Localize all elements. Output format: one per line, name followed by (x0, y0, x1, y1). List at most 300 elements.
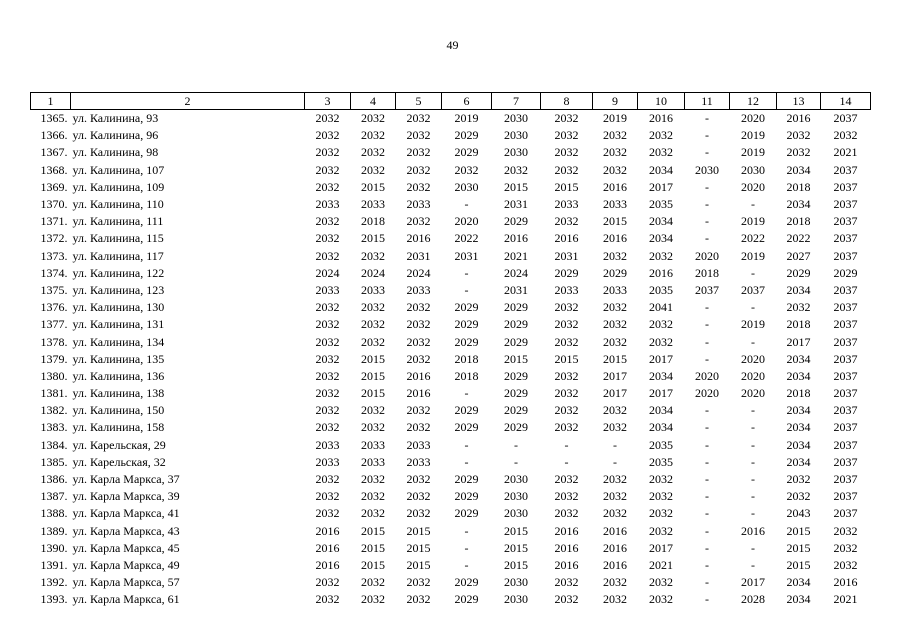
year-cell: 2041 (649, 300, 673, 315)
year-cell: 2030 (504, 145, 528, 160)
year-cell: 2037 (695, 282, 719, 297)
year-cell: - (751, 265, 755, 280)
year-cell: 2020 (695, 368, 719, 383)
year-cell: 2034 (649, 420, 673, 435)
year-cell: 2032 (406, 403, 431, 418)
year-cell: 2032 (361, 111, 385, 126)
year-cell: 2032 (406, 351, 431, 366)
year-cell: 2043 (786, 506, 811, 521)
year-cell: - (705, 403, 709, 418)
row-number: 1391. (40, 557, 68, 572)
address-cell: ул. Калинина, 115 (72, 231, 164, 246)
column-header-6: 6 (442, 93, 492, 110)
year-cell: 2016 (603, 179, 627, 194)
year-cell: 2033 (406, 454, 431, 469)
year-cell: 2034 (786, 368, 811, 383)
year-cell: 2032 (554, 420, 579, 435)
year-cell: 2032 (315, 128, 340, 143)
year-cell: 2037 (833, 179, 858, 194)
year-cell: - (705, 420, 709, 435)
year-cell: - (751, 557, 755, 572)
year-cell: 2032 (406, 179, 431, 194)
year-cell: 2015 (406, 540, 431, 555)
year-cell: - (705, 523, 709, 538)
year-cell: 2016 (786, 111, 811, 126)
year-cell: - (751, 489, 755, 504)
year-cell: 2015 (406, 557, 431, 572)
year-cell: 2015 (554, 179, 579, 194)
year-cell: - (705, 214, 709, 229)
address-cell: ул. Калинина, 158 (72, 420, 165, 435)
year-cell: 2032 (361, 128, 385, 143)
year-cell: 2015 (504, 351, 528, 366)
column-header-2: 2 (71, 93, 305, 110)
year-cell: 2015 (361, 540, 385, 555)
row-number: 1372. (40, 231, 68, 246)
address-cell: ул. Карельская, 32 (72, 454, 166, 469)
year-cell: 2020 (741, 351, 765, 366)
year-cell: 2019 (741, 145, 765, 160)
year-cell: 2018 (786, 386, 811, 401)
year-cell: 2035 (649, 282, 673, 297)
year-cell: 2034 (786, 437, 811, 452)
year-cell: 2016 (406, 386, 431, 401)
year-cell: 2017 (603, 386, 627, 401)
year-cell: 2020 (741, 179, 765, 194)
year-cell: 2015 (361, 351, 385, 366)
year-cell: 2033 (361, 282, 385, 297)
year-cell: 2034 (649, 368, 673, 383)
year-cell: - (705, 540, 709, 555)
address-cell: ул. Калинина, 98 (72, 145, 159, 160)
year-cell: 2032 (603, 592, 627, 607)
year-cell: 2019 (741, 214, 765, 229)
year-cell: 2032 (603, 128, 627, 143)
year-cell: 2032 (361, 420, 385, 435)
year-cell: 2021 (833, 592, 858, 607)
year-cell: 2019 (603, 111, 627, 126)
row-number: 1385. (40, 454, 68, 469)
year-cell: 2032 (361, 489, 385, 504)
header-row (31, 93, 871, 110)
year-cell: 2032 (315, 111, 340, 126)
year-cell: 2018 (695, 265, 719, 280)
table-header (31, 93, 871, 110)
table-body (31, 110, 871, 609)
column-header-12: 12 (730, 93, 777, 110)
row-number: 1373. (40, 248, 68, 263)
table-row (31, 437, 871, 454)
table-row (31, 523, 871, 540)
year-cell: 2018 (786, 214, 811, 229)
year-cell: 2032 (315, 420, 340, 435)
table-row (31, 248, 871, 265)
year-cell: 2032 (833, 128, 858, 143)
year-cell: 2033 (315, 437, 340, 452)
year-cell: 2032 (406, 128, 431, 143)
table-row (31, 230, 871, 247)
year-cell: 2031 (504, 282, 528, 297)
year-cell: 2037 (833, 489, 858, 504)
year-cell: 2037 (833, 282, 858, 297)
year-cell: 2031 (554, 248, 579, 263)
year-cell: 2031 (406, 248, 431, 263)
year-cell: - (751, 540, 755, 555)
year-cell: 2037 (833, 231, 858, 246)
year-cell: 2030 (504, 128, 528, 143)
year-cell: 2037 (833, 454, 858, 469)
row-number: 1392. (40, 575, 68, 590)
year-cell: 2033 (361, 197, 385, 212)
year-cell: 2016 (554, 231, 579, 246)
address-cell: ул. Калинина, 109 (72, 179, 165, 194)
year-cell: - (705, 334, 709, 349)
year-cell: 2029 (833, 265, 858, 280)
row-number: 1368. (40, 162, 68, 177)
year-cell: 2030 (504, 489, 528, 504)
year-cell: 2015 (504, 523, 528, 538)
year-cell: 2032 (603, 300, 627, 315)
year-cell: 2032 (554, 592, 579, 607)
year-cell: - (564, 454, 569, 469)
row-number: 1378. (40, 334, 68, 349)
column-header-5: 5 (396, 93, 442, 110)
year-cell: 2034 (786, 575, 811, 590)
year-cell: - (705, 111, 709, 126)
address-cell: ул. Калинина, 135 (72, 351, 165, 366)
year-cell: 2029 (504, 300, 528, 315)
year-cell: - (464, 454, 469, 469)
address-cell: ул. Калинина, 107 (72, 162, 165, 177)
year-cell: 2032 (649, 317, 673, 332)
table-row (31, 127, 871, 144)
year-cell: - (564, 437, 569, 452)
year-cell: 2032 (315, 179, 340, 194)
year-cell: - (464, 265, 469, 280)
year-cell: - (751, 197, 755, 212)
year-cell: 2015 (603, 214, 627, 229)
year-cell: 2032 (315, 506, 340, 521)
year-cell: 2032 (603, 145, 627, 160)
year-cell: 2032 (554, 386, 579, 401)
table-row (31, 316, 871, 333)
year-cell: 2016 (406, 368, 431, 383)
year-cell: 2037 (833, 162, 858, 177)
year-cell: 2033 (361, 437, 385, 452)
year-cell: 2020 (741, 386, 765, 401)
year-cell: 2017 (786, 334, 811, 349)
year-cell: 2032 (361, 145, 385, 160)
year-cell: 2032 (315, 334, 340, 349)
address-cell: ул. Калинина, 93 (72, 111, 159, 126)
year-cell: 2018 (454, 351, 479, 366)
year-cell: 2032 (315, 248, 340, 263)
year-cell: 2032 (361, 403, 385, 418)
year-cell: - (705, 489, 709, 504)
year-cell: - (464, 437, 469, 452)
year-cell: 2029 (454, 472, 479, 487)
year-cell: 2034 (649, 214, 673, 229)
year-cell: 2032 (315, 145, 340, 160)
year-cell: 2032 (603, 162, 627, 177)
year-cell: - (705, 197, 709, 212)
address-cell: ул. Карла Маркса, 43 (72, 523, 180, 538)
year-cell: 2032 (361, 575, 385, 590)
address-cell: ул. Калинина, 130 (72, 300, 165, 315)
year-cell: 2032 (315, 386, 340, 401)
year-cell: 2033 (603, 282, 627, 297)
year-cell: 2032 (649, 334, 673, 349)
year-cell: 2032 (406, 506, 431, 521)
year-cell: 2029 (454, 592, 479, 607)
year-cell: 2033 (315, 197, 340, 212)
row-number: 1386. (40, 472, 68, 487)
year-cell: 2016 (603, 557, 627, 572)
year-cell: 2032 (603, 403, 627, 418)
page-number: 49 (446, 38, 459, 52)
address-cell: ул. Карельская, 29 (72, 437, 166, 452)
year-cell: 2029 (554, 265, 579, 280)
address-cell: ул. Калинина, 110 (72, 197, 164, 212)
year-cell: 2015 (786, 557, 811, 572)
year-cell: - (705, 454, 709, 469)
year-cell: 2032 (649, 506, 673, 521)
year-cell: 2033 (406, 197, 431, 212)
year-cell: 2024 (361, 265, 385, 280)
row-number: 1384. (40, 437, 68, 452)
year-cell: 2033 (406, 282, 431, 297)
table-row (31, 351, 871, 368)
table-row (31, 419, 871, 436)
column-header-13: 13 (777, 93, 821, 110)
year-cell: - (464, 282, 469, 297)
year-cell: 2019 (741, 317, 765, 332)
year-cell: 2015 (361, 523, 385, 538)
row-number: 1370. (40, 197, 68, 212)
table-row (31, 213, 871, 230)
year-cell: - (751, 334, 755, 349)
table-row (31, 144, 871, 161)
year-cell: 2032 (554, 506, 579, 521)
year-cell: 2032 (833, 557, 858, 572)
year-cell: 2032 (603, 489, 627, 504)
address-cell: ул. Калинина, 117 (72, 248, 164, 263)
row-number: 1381. (40, 386, 68, 401)
year-cell: 2017 (741, 575, 765, 590)
year-cell: 2032 (554, 128, 579, 143)
year-cell: 2032 (649, 472, 673, 487)
year-cell: 2022 (454, 231, 479, 246)
year-cell: 2037 (833, 386, 858, 401)
year-cell: 2016 (554, 540, 579, 555)
year-cell: 2016 (649, 111, 673, 126)
year-cell: 2032 (315, 351, 340, 366)
address-cell: ул. Калинина, 150 (72, 403, 165, 418)
year-cell: 2016 (603, 523, 627, 538)
year-cell: 2020 (454, 214, 479, 229)
year-cell: 2035 (649, 454, 673, 469)
year-cell: 2032 (603, 420, 627, 435)
year-cell: 2032 (315, 300, 340, 315)
year-cell: 2019 (741, 128, 765, 143)
year-cell: 2024 (504, 265, 528, 280)
year-cell: - (751, 403, 755, 418)
year-cell: 2021 (649, 557, 673, 572)
year-cell: 2015 (786, 523, 811, 538)
year-cell: - (751, 454, 755, 469)
year-cell: 2032 (315, 403, 340, 418)
year-cell: 2032 (454, 162, 479, 177)
year-cell: 2032 (554, 403, 579, 418)
year-cell: - (705, 179, 709, 194)
row-number: 1369. (40, 179, 68, 194)
year-cell: 2032 (361, 472, 385, 487)
year-cell: 2037 (833, 317, 858, 332)
year-cell: 2032 (361, 300, 385, 315)
year-cell: - (464, 523, 469, 538)
year-cell: 2016 (315, 523, 340, 538)
year-cell: 2032 (786, 489, 811, 504)
year-cell: 2029 (504, 317, 528, 332)
year-cell: - (464, 557, 469, 572)
year-cell: 2016 (554, 557, 579, 572)
year-cell: 2029 (454, 145, 479, 160)
year-cell: - (705, 300, 709, 315)
row-number: 1383. (40, 420, 68, 435)
column-header-7: 7 (492, 93, 541, 110)
year-cell: 2032 (603, 575, 627, 590)
year-cell: 2032 (361, 162, 385, 177)
year-cell: 2037 (833, 197, 858, 212)
year-cell: 2032 (406, 334, 431, 349)
column-header-11: 11 (685, 93, 730, 110)
address-cell: ул. Калинина, 136 (72, 368, 165, 383)
year-cell: 2029 (504, 368, 528, 383)
year-cell: 2029 (454, 317, 479, 332)
year-cell: - (751, 472, 755, 487)
year-cell: 2029 (786, 265, 811, 280)
column-header-14: 14 (821, 93, 871, 110)
year-cell: 2032 (406, 420, 431, 435)
year-cell: 2034 (786, 454, 811, 469)
year-cell: 2032 (603, 248, 627, 263)
year-cell: - (464, 386, 469, 401)
row-number: 1388. (40, 506, 68, 521)
year-cell: 2033 (554, 282, 579, 297)
year-cell: 2016 (741, 523, 765, 538)
year-cell: 2020 (741, 368, 765, 383)
column-header-1: 1 (31, 93, 71, 110)
year-cell: 2018 (361, 214, 385, 229)
year-cell: 2032 (554, 334, 579, 349)
address-cell: ул. Карла Маркса, 41 (72, 506, 180, 521)
year-cell: - (705, 145, 709, 160)
year-cell: 2016 (315, 540, 340, 555)
year-cell: 2032 (833, 523, 858, 538)
year-cell: 2032 (554, 111, 579, 126)
year-cell: 2032 (406, 575, 431, 590)
year-cell: 2029 (504, 214, 528, 229)
year-cell: - (613, 454, 617, 469)
year-cell: 2032 (315, 575, 340, 590)
year-cell: - (464, 197, 469, 212)
year-cell: 2032 (554, 489, 579, 504)
year-cell: 2022 (741, 231, 765, 246)
year-cell: - (751, 506, 755, 521)
year-cell: 2031 (504, 197, 528, 212)
table-row (31, 179, 871, 196)
year-cell: 2032 (406, 214, 431, 229)
year-cell: 2029 (454, 420, 479, 435)
year-cell: 2033 (361, 454, 385, 469)
table-row (31, 591, 871, 608)
year-cell: - (751, 300, 755, 315)
year-cell: 2030 (741, 162, 765, 177)
year-cell: 2028 (741, 592, 765, 607)
column-header-8: 8 (541, 93, 593, 110)
year-cell: 2029 (454, 334, 479, 349)
year-cell: - (514, 437, 518, 452)
year-cell: 2032 (504, 162, 528, 177)
year-cell: 2024 (406, 265, 431, 280)
address-cell: ул. Калинина, 131 (72, 317, 165, 332)
year-cell: 2032 (649, 128, 673, 143)
year-cell: 2032 (649, 248, 673, 263)
year-cell: 2037 (833, 111, 858, 126)
year-cell: - (751, 437, 755, 452)
year-cell: 2032 (406, 472, 431, 487)
year-cell: - (705, 317, 709, 332)
year-cell: - (705, 437, 709, 452)
year-cell: 2016 (603, 540, 627, 555)
year-cell: - (705, 575, 709, 590)
address-cell: ул. Карла Маркса, 61 (72, 592, 180, 607)
year-cell: 2032 (315, 592, 340, 607)
year-cell: 2037 (833, 334, 858, 349)
row-number: 1379. (40, 351, 68, 366)
year-cell: 2029 (454, 300, 479, 315)
year-cell: 2030 (504, 472, 528, 487)
year-cell: 2020 (695, 386, 719, 401)
column-header-3: 3 (305, 93, 351, 110)
year-cell: 2037 (833, 403, 858, 418)
year-cell: 2035 (649, 197, 673, 212)
row-number: 1375. (40, 282, 68, 297)
year-cell: 2034 (786, 197, 811, 212)
year-cell: - (705, 557, 709, 572)
year-cell: 2018 (786, 179, 811, 194)
row-number: 1376. (40, 300, 68, 315)
address-cell: ул. Калинина, 134 (72, 334, 165, 349)
year-cell: - (705, 472, 709, 487)
year-cell: 2029 (454, 489, 479, 504)
year-cell: - (751, 420, 755, 435)
year-cell: 2034 (649, 403, 673, 418)
year-cell: 2017 (649, 351, 673, 366)
year-cell: - (705, 351, 709, 366)
year-cell: 2037 (833, 300, 858, 315)
year-cell: 2033 (315, 454, 340, 469)
year-cell: 2017 (603, 368, 627, 383)
row-number: 1380. (40, 368, 68, 383)
year-cell: 2029 (454, 506, 479, 521)
year-cell: 2029 (454, 403, 479, 418)
year-cell: 2029 (504, 386, 528, 401)
year-cell: 2015 (504, 557, 528, 572)
year-cell: 2017 (649, 540, 673, 555)
address-cell: ул. Карла Маркса, 39 (72, 489, 180, 504)
year-cell: 2032 (554, 214, 579, 229)
